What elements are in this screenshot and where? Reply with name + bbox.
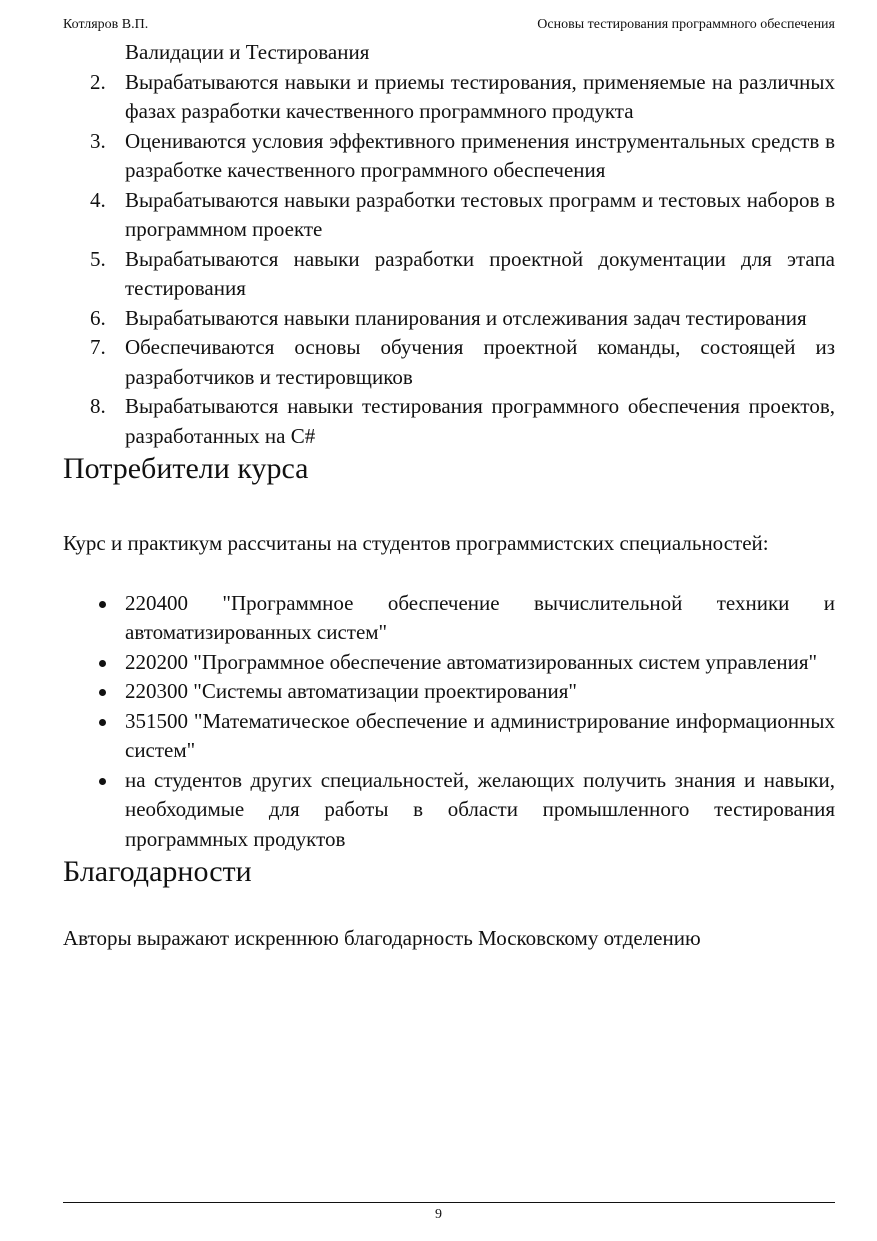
list-item xyxy=(63,392,835,451)
list-item xyxy=(63,68,835,127)
list-number: 8. xyxy=(90,394,106,418)
consumers-heading: Потребители курса xyxy=(63,452,309,485)
list-item xyxy=(63,677,835,707)
list-item xyxy=(63,245,835,304)
list-item xyxy=(63,127,835,186)
running-header xyxy=(63,16,835,34)
list-item xyxy=(63,333,835,392)
list-item-text: Вырабатываются навыки тестирования программного обеспечения проектов, разработанных на C# xyxy=(125,394,835,448)
header-title: Основы тестирования программного обеспечения xyxy=(537,17,835,32)
list-number: 5. xyxy=(90,246,106,271)
list-number: 3. xyxy=(90,128,106,153)
footer-divider xyxy=(63,1202,835,1203)
page-content xyxy=(63,38,835,954)
list-number: 6. xyxy=(90,305,106,330)
list-item xyxy=(63,589,835,648)
list-item xyxy=(63,648,835,678)
list-number: 4. xyxy=(90,187,106,212)
list-number: 7. xyxy=(90,335,106,359)
list-item-text: 220300 "Системы автоматизации проектирования" xyxy=(125,679,577,703)
audience-list xyxy=(63,589,835,855)
list-item xyxy=(63,766,835,855)
bullet-icon xyxy=(99,660,106,667)
page-number: 9 xyxy=(435,1207,442,1222)
thanks-heading: Благодарности xyxy=(63,855,252,888)
list-item-text: 351500 "Математическое обеспечение и администрирование информационных систем" xyxy=(125,708,835,762)
list-item-text: на студентов других специальностей, желающих получить знания и навыки, необходимые для работы в области промышленного тестирования программных продуктов xyxy=(125,767,835,851)
list-item-text: Вырабатываются навыки разработки тестовых программ и тестовых наборов в программном проекте xyxy=(125,187,835,241)
list-item-text: Оцениваются условия эффективного применения инструментальных средств в разработке качественного программного обеспечения xyxy=(125,128,835,182)
list-item-text: 220200 "Программное обеспечение автоматизированных систем управления" xyxy=(125,649,818,674)
list-item xyxy=(63,707,835,766)
thanks-text: Авторы выражают искреннюю благодарность Московскому отделению xyxy=(63,926,701,950)
bullet-icon xyxy=(99,689,106,696)
header-author: Котляров В.П. xyxy=(63,17,149,32)
list-item-text: Вырабатываются навыки разработки проектной документации для этапа тестирования xyxy=(125,246,835,300)
list-item xyxy=(63,304,835,334)
goals-list xyxy=(63,68,835,452)
list-item-text: Вырабатываются навыки и приемы тестирования, применяемые на различных фазах разработки качественного программного продукта xyxy=(125,69,835,123)
bullet-icon xyxy=(99,778,106,785)
list-item-text: Обеспечиваются основы обучения проектной команды, состоящей из разработчиков и тестировщиков xyxy=(125,335,835,389)
list-item-text: Вырабатываются навыки планирования и отслеживания задач тестирования xyxy=(125,305,807,330)
bullet-icon xyxy=(99,601,106,608)
goals-continuation: Валидации и Тестирования xyxy=(125,40,370,64)
list-item xyxy=(63,186,835,245)
list-item-text: 220400 "Программное обеспечение вычислительной техники и автоматизированных систем" xyxy=(125,590,835,644)
consumers-intro: Курс и практикум рассчитаны на студентов программистских специальностей: xyxy=(63,531,769,555)
bullet-icon xyxy=(99,719,106,726)
list-number: 2. xyxy=(90,69,106,94)
